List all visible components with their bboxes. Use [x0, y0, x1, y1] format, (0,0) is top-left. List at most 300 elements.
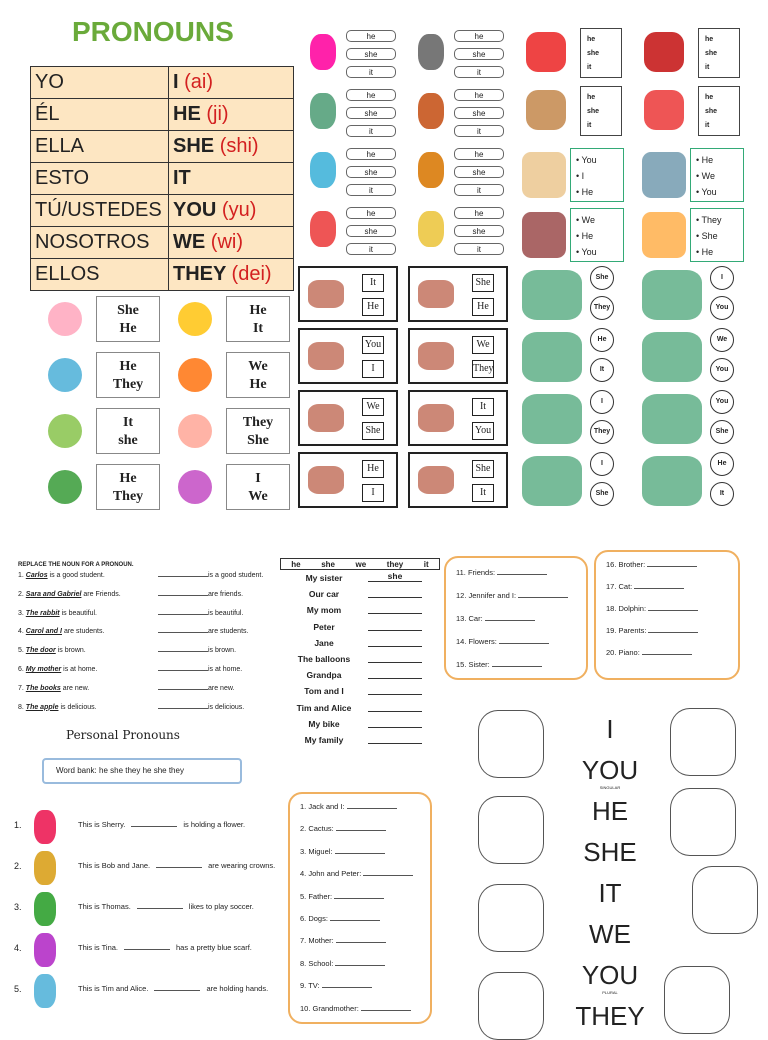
pronoun-circle: We	[710, 328, 734, 352]
sentence-end: are holding hands.	[206, 984, 269, 993]
word-row	[280, 716, 440, 732]
noun: My mother	[25, 665, 62, 673]
answer-box	[690, 208, 744, 262]
answer-line	[158, 689, 208, 690]
card-word: She	[117, 303, 139, 318]
answer-area	[158, 609, 243, 619]
figure-icon	[310, 211, 336, 247]
table-row	[31, 195, 294, 227]
answer-line	[648, 632, 698, 633]
english-word	[169, 99, 294, 131]
answer-line	[647, 566, 697, 567]
figure-icon	[642, 212, 686, 258]
figure-icon	[418, 280, 454, 308]
circle-worksheet	[514, 264, 754, 514]
figure-icon	[692, 866, 758, 934]
list-label: 19. Parents:	[606, 626, 647, 635]
pronoun-circle: I	[590, 452, 614, 476]
card-word: She	[247, 433, 269, 448]
list-item	[606, 560, 697, 569]
figure-icon	[310, 34, 336, 70]
item-number: 7.	[18, 684, 24, 692]
answer-box	[580, 28, 622, 78]
answer-line	[336, 830, 386, 831]
worksheet-row	[18, 609, 280, 628]
answer-line	[131, 826, 177, 827]
pronoun-chip: it	[454, 243, 504, 255]
answer-text: are students.	[208, 628, 249, 636]
figure-icon	[34, 810, 56, 844]
figure-icon	[310, 152, 336, 188]
big-pronoun: WE	[589, 919, 631, 949]
answer-line	[485, 620, 535, 621]
answer-text: she	[387, 571, 403, 581]
card-words	[96, 408, 160, 454]
pronoun-table	[30, 66, 294, 291]
puzzle-card	[298, 266, 398, 322]
table-row	[31, 67, 294, 99]
sentence	[78, 984, 268, 993]
sentence-rest: is a good student.	[49, 572, 105, 579]
pronoun-chip: it	[454, 66, 504, 78]
pronoun-option: she	[705, 108, 718, 115]
puzzle-card	[298, 328, 398, 384]
figure-icon	[34, 974, 56, 1008]
card-word: It	[122, 415, 134, 430]
card-words	[226, 352, 290, 398]
word-item: Peter	[313, 621, 335, 632]
word-row	[280, 700, 440, 716]
table-row	[31, 131, 294, 163]
figure-icon	[418, 342, 454, 370]
answer-line	[368, 586, 422, 598]
list-item	[300, 959, 385, 968]
card-words	[226, 296, 290, 342]
pronoun-option: she	[587, 50, 600, 57]
sentence-rest: are new.	[62, 684, 90, 692]
list-item	[456, 614, 535, 623]
item-number: 2.	[14, 861, 22, 871]
english-word	[169, 67, 294, 99]
pronunciation: (ji)	[206, 103, 229, 125]
item-number: 2.	[18, 590, 24, 598]
puzzle-worksheet	[298, 264, 512, 514]
word-item: My family	[304, 734, 344, 745]
pronoun-chip: she	[346, 48, 396, 60]
answer-line	[154, 990, 200, 991]
answer-box	[698, 28, 740, 78]
pronoun-chip: he	[346, 89, 396, 101]
pronoun-chip: she	[454, 166, 504, 178]
figure-icon	[526, 32, 566, 72]
pronoun-circle: She	[590, 482, 614, 506]
answer-line	[158, 670, 208, 671]
answer-line	[368, 619, 422, 631]
pronoun-circle: They	[590, 420, 614, 444]
figure-icon	[522, 456, 582, 506]
list-label: 9. TV:	[300, 981, 320, 991]
figure-icon	[308, 404, 344, 432]
item-number: 4.	[14, 943, 22, 953]
english-pronoun: WE	[173, 231, 206, 253]
answer-area	[158, 684, 234, 694]
figure-icon	[522, 152, 566, 198]
pronoun-chip: he	[346, 148, 396, 160]
list-item	[300, 892, 384, 901]
pronoun-chip: it	[346, 66, 396, 78]
item-number: 3.	[18, 609, 24, 617]
list-item	[606, 582, 684, 591]
pronoun-chip: she	[346, 225, 396, 237]
pronoun-chip: he	[346, 30, 396, 42]
pronoun-option: • He	[696, 247, 714, 257]
worksheet-row	[18, 627, 280, 646]
answer-area	[158, 627, 248, 637]
answer-line	[499, 643, 549, 644]
word-row	[280, 570, 440, 586]
answer-line	[368, 635, 422, 647]
answer-line	[634, 588, 684, 589]
answer-text: is a good student.	[208, 572, 264, 579]
wordbank-worksheet	[280, 558, 440, 758]
item-number: 1.	[18, 572, 24, 579]
puzzle-word: He	[362, 298, 384, 316]
word-row	[280, 635, 440, 651]
worksheet-row	[18, 665, 280, 684]
card-word: I	[255, 471, 261, 486]
pronoun-option: it	[705, 122, 710, 129]
pronoun-option: • We	[696, 171, 715, 181]
pronoun-chip: she	[346, 166, 396, 178]
card-words	[226, 464, 290, 510]
word-bank-label: Word bank:	[56, 766, 97, 775]
pronoun-option: he	[705, 36, 714, 43]
card-picture	[170, 464, 220, 510]
pronoun-chip: she	[454, 48, 504, 60]
sentence-start: This is Thomas.	[78, 902, 131, 911]
list-item	[456, 591, 568, 600]
list-label: 2. Cactus:	[300, 824, 334, 834]
spanish-word: ELLA	[31, 131, 169, 163]
sentence	[78, 943, 252, 952]
pronoun-chip: she	[346, 107, 396, 119]
bank-word: they	[386, 560, 404, 569]
figure-icon	[418, 404, 454, 432]
list-label: 6. Dogs:	[300, 914, 328, 923]
worksheet-row	[18, 703, 280, 722]
pronoun-circle: It	[710, 482, 734, 506]
puzzle-word: I	[362, 484, 384, 502]
english-word	[169, 227, 294, 259]
figure-icon	[642, 394, 702, 444]
bank-word: she	[321, 560, 335, 569]
table-row	[31, 163, 294, 195]
figure-icon	[34, 892, 56, 926]
answer-line	[368, 667, 422, 679]
answer-line	[158, 651, 208, 652]
list-label: 18. Dolphin:	[606, 604, 647, 613]
sentence	[78, 902, 254, 911]
card-word: He	[119, 359, 137, 374]
figure-icon	[522, 332, 582, 382]
figure-icon	[478, 884, 544, 952]
word-item: Our car	[308, 589, 340, 600]
english-pronoun: YOU	[173, 199, 217, 221]
card-word: He	[119, 321, 137, 336]
list-worksheet-1	[444, 556, 588, 680]
list-item	[606, 604, 698, 613]
puzzle-word: It	[472, 398, 494, 416]
pronoun-option: • She	[696, 231, 718, 241]
card-words	[96, 464, 160, 510]
word-row	[280, 683, 440, 699]
item-number: 3.	[14, 902, 22, 912]
answer-box	[580, 86, 622, 136]
card-word: They	[112, 377, 144, 392]
english-pronoun: HE	[173, 103, 201, 125]
puzzle-word: She	[472, 460, 494, 478]
figure-icon	[48, 358, 82, 392]
list-item	[456, 568, 547, 577]
pronoun-option: • You	[576, 247, 597, 257]
spanish-word: ESTO	[31, 163, 169, 195]
answer-line	[368, 651, 422, 663]
answer-line	[137, 908, 183, 909]
big-pronoun: IT	[598, 878, 622, 908]
table-row	[31, 99, 294, 131]
answer-box	[690, 148, 744, 202]
spanish-word: ÉL	[31, 99, 169, 131]
pronoun-note: SINGULAR	[599, 785, 621, 790]
spanish-word: ELLOS	[31, 259, 169, 291]
english-word	[169, 259, 294, 291]
sentence-end: has a pretty blue scarf.	[176, 943, 252, 952]
figure-icon	[642, 270, 702, 320]
pronoun-option: • You	[576, 155, 597, 165]
sentence-rest: is delicious.	[60, 703, 97, 711]
noun: Carol and I	[25, 628, 62, 636]
answer-line	[336, 942, 386, 943]
word-item: My mom	[306, 605, 342, 616]
word-row	[280, 667, 440, 683]
pronoun-option: it	[587, 64, 592, 71]
item-number: 6.	[18, 665, 24, 673]
figure-icon	[418, 93, 444, 129]
puzzle-word: He	[472, 298, 494, 316]
pronoun-circle: He	[710, 452, 734, 476]
list-label: 1. Jack and I:	[300, 802, 345, 811]
pronoun-circle: You	[710, 296, 734, 320]
bank-word: it	[423, 560, 429, 569]
card-picture	[170, 296, 220, 342]
sentence-start: This is Tim and Alice.	[78, 984, 149, 993]
word-item: My bike	[308, 718, 340, 729]
puzzle-card	[408, 328, 508, 384]
pronoun-chip: it	[346, 243, 396, 255]
list-item	[300, 824, 386, 833]
answer-line	[322, 987, 372, 988]
answer-area	[158, 590, 243, 600]
pronoun-chip: he	[454, 30, 504, 42]
puzzle-word: They	[472, 360, 494, 378]
big-pronoun: SHE	[583, 837, 637, 867]
card-word: she	[118, 433, 138, 448]
word-row	[280, 602, 440, 618]
card-word: He	[249, 303, 267, 318]
card-word: We	[248, 489, 268, 504]
noun: The apple	[25, 703, 59, 711]
figure-icon	[34, 933, 56, 967]
pronoun-circle: You	[710, 390, 734, 414]
answer-text: is beautiful.	[208, 609, 244, 617]
answer-text: is delicious.	[208, 703, 245, 711]
list-item	[606, 648, 692, 657]
answer-line	[158, 614, 208, 615]
list-item	[456, 660, 542, 669]
word-bank-box	[42, 758, 242, 784]
card-word: It	[252, 321, 264, 336]
worksheet-heading: REPLACE THE NOUN FOR A PRONOUN.	[18, 562, 134, 568]
answer-line	[368, 570, 422, 582]
answer-line	[648, 610, 698, 611]
card-words	[96, 296, 160, 342]
answer-line	[497, 574, 547, 575]
pronoun-chip: it	[346, 184, 396, 196]
bubble-worksheet	[516, 24, 754, 264]
pronoun-chip: he	[454, 207, 504, 219]
puzzle-card	[408, 452, 508, 508]
english-pronoun: IT	[173, 167, 191, 189]
flashcards	[38, 292, 296, 514]
pronoun-circle: I	[590, 390, 614, 414]
big-pronoun-chart	[478, 700, 744, 1031]
pronoun-circle: He	[590, 328, 614, 352]
pronoun-chip: he	[454, 148, 504, 160]
pronoun-option: • He	[576, 187, 594, 197]
big-pronoun: YOU	[581, 960, 639, 990]
card-word: They	[112, 489, 144, 504]
sentence-rest: are Friends.	[83, 590, 121, 598]
figure-icon	[418, 34, 444, 70]
pronoun-option: it	[587, 122, 592, 129]
puzzle-word: He	[362, 460, 384, 478]
card-picture	[40, 352, 90, 398]
figure-icon	[418, 152, 444, 188]
figure-icon	[478, 972, 544, 1040]
item-number: 8.	[18, 703, 24, 711]
pronoun-chip: he	[454, 89, 504, 101]
table-row	[31, 259, 294, 291]
item-number: 5.	[14, 984, 22, 994]
figure-icon	[48, 414, 82, 448]
pronoun-circle: It	[590, 358, 614, 382]
item-number: 4.	[18, 628, 24, 636]
table-row	[31, 227, 294, 259]
list-label: 8. School:	[300, 958, 334, 968]
list-item	[300, 802, 397, 811]
figure-icon	[310, 93, 336, 129]
figure-icon	[178, 302, 212, 336]
puzzle-word: We	[362, 398, 384, 416]
figure-icon	[34, 851, 56, 885]
answer-text: are friends.	[208, 590, 244, 598]
puzzle-word: It	[362, 274, 384, 292]
pronoun-option: • He	[696, 155, 714, 165]
card-word: He	[119, 471, 137, 486]
puzzle-card	[298, 452, 398, 508]
list-item	[606, 626, 698, 635]
english-word	[169, 195, 294, 227]
answer-line	[368, 602, 422, 614]
figure-icon	[642, 332, 702, 382]
answer-box	[570, 208, 624, 262]
puzzle-word: I	[362, 360, 384, 378]
worksheet-title: Personal Pronouns	[66, 728, 180, 742]
list-label: 4. John and Peter:	[300, 869, 362, 879]
list-label: 15. Sister:	[456, 660, 490, 669]
answer-text: is at home.	[208, 665, 243, 673]
replace-worksheet	[18, 562, 280, 722]
english-word	[169, 131, 294, 163]
pronoun-option: he	[587, 36, 596, 43]
puzzle-word: You	[362, 336, 384, 354]
noun: Sara and Gabriel	[25, 590, 82, 598]
puzzle-word: It	[472, 484, 494, 502]
spanish-word: YO	[31, 67, 169, 99]
answer-text: is brown.	[208, 647, 237, 655]
answer-line	[158, 595, 208, 596]
sentence-rest: are students.	[63, 628, 105, 636]
sentence-end: likes to play soccer.	[188, 902, 254, 911]
sentence-end: are wearing crowns.	[208, 861, 276, 870]
pronoun-chip: she	[454, 107, 504, 119]
answer-line	[330, 920, 380, 921]
figure-icon	[48, 302, 82, 336]
word-item: Tim and Alice	[296, 702, 352, 713]
puzzle-word: We	[472, 336, 494, 354]
pronoun-chip: it	[346, 125, 396, 137]
sentence-rest: is brown.	[57, 647, 86, 655]
card-words	[96, 352, 160, 398]
pronoun-note: PLURAL	[602, 990, 618, 995]
pronoun-circle: She	[590, 266, 614, 290]
answer-box	[570, 148, 624, 202]
english-pronoun: I	[173, 71, 179, 93]
answer-line	[335, 965, 385, 966]
pronoun-option: it	[705, 64, 710, 71]
card-picture	[40, 464, 90, 510]
pronoun-circle: I	[710, 266, 734, 290]
word-item: The balloons	[297, 653, 351, 664]
figure-icon	[308, 466, 344, 494]
answer-line	[368, 716, 422, 728]
puzzle-card	[408, 390, 508, 446]
sentence	[78, 861, 275, 870]
word-item: Tom and I	[304, 686, 344, 697]
pronoun-circle: You	[710, 358, 734, 382]
pronunciation: (wi)	[210, 231, 243, 253]
list-worksheet-3	[288, 792, 432, 1024]
answer-line	[335, 853, 385, 854]
figure-icon	[670, 708, 736, 776]
answer-line	[361, 1010, 411, 1011]
card-picture	[40, 408, 90, 454]
answer-line	[347, 808, 397, 809]
figure-icon	[644, 90, 684, 130]
noun: The rabbit	[25, 609, 60, 617]
figure-icon	[526, 90, 566, 130]
pronoun-option: • He	[576, 231, 594, 241]
